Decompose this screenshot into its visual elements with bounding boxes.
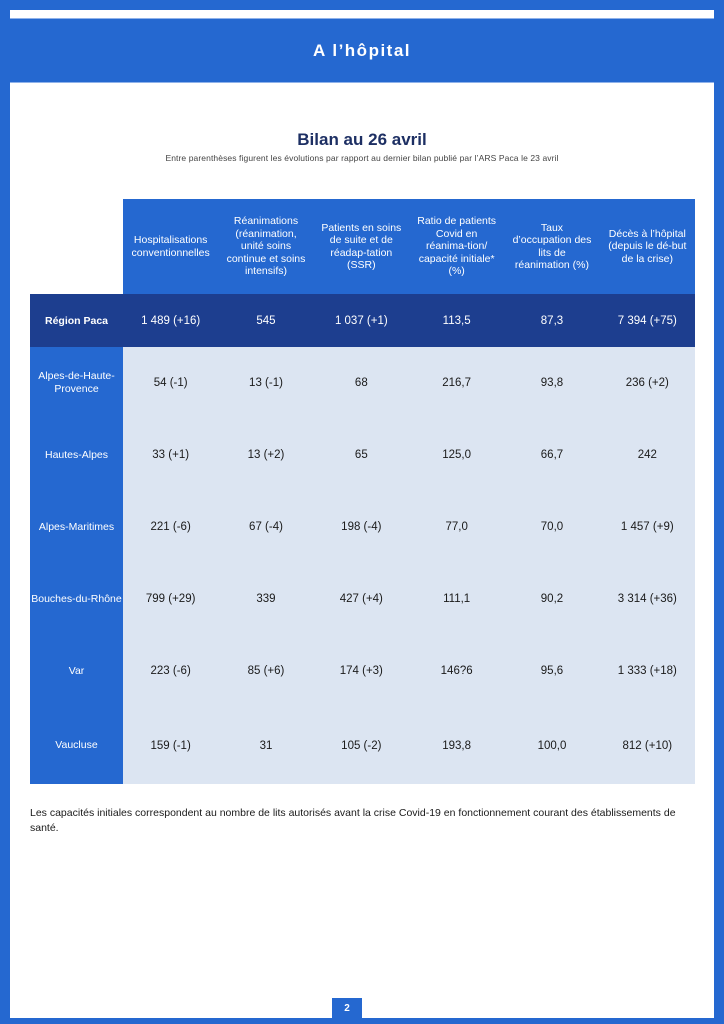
row-label: Vaucluse — [55, 739, 98, 751]
table-cell: 242 — [637, 449, 657, 461]
column-header-ssr: Patients en soins de suite et de réadap-tation (SSR) — [321, 221, 402, 271]
table-cell: 65 — [354, 449, 368, 461]
table-row — [30, 419, 695, 491]
page-header — [10, 18, 714, 83]
table-cell: 95,6 — [540, 665, 564, 677]
table-cell: 85 (+6) — [247, 665, 285, 677]
table-cell: 427 (+4) — [339, 593, 383, 605]
row-label: Bouches-du-Rhône — [31, 592, 122, 605]
table-row — [30, 635, 695, 707]
footnote: Les capacités initiales correspondent au nombre de lits autorisés avant la crise Covid-19 en fonctionnement courant des établissements de santé. — [30, 807, 676, 834]
table-cell: 174 (+3) — [339, 665, 383, 677]
table-cell: 339 — [256, 593, 276, 605]
table-row — [30, 491, 695, 563]
row-label: Alpes-Maritimes — [38, 520, 115, 533]
table-row-region — [30, 294, 695, 347]
table-cell: 31 — [259, 739, 273, 752]
column-header-reanimations: Réanimations (réanimation, unité soins continue et soins intensifs) — [226, 215, 306, 278]
table-cell: 93,8 — [540, 377, 564, 389]
row-label: Var — [68, 664, 85, 677]
column-header-ratio: Ratio de patients Covid en réanima-tion/ capacité initiale* (%) — [417, 215, 497, 278]
table-cell: 3 314 (+36) — [617, 593, 677, 605]
table-header-row — [123, 199, 695, 294]
table-cell: 13 (-1) — [249, 377, 283, 389]
table-cell: 113,5 — [442, 314, 471, 327]
table-cell: 66,7 — [540, 449, 564, 461]
table-cell: 1 037 (+1) — [334, 314, 388, 327]
column-header-deces: Décès à l’hôpital (depuis le dé-but de la crise) — [608, 227, 687, 265]
table-cell: 111,1 — [443, 593, 471, 605]
table-cell: 1 489 (+16) — [141, 314, 201, 327]
column-header-hospitalisations: Hospitalisations conventionnelles — [131, 234, 210, 259]
table-cell: 67 (-4) — [249, 521, 283, 533]
report-subtitle: Entre parenthèses figurent les évolutions par rapport au dernier bilan publié par l’ARS Paca le 23 avril — [165, 153, 559, 163]
table-cell: 236 (+2) — [625, 377, 669, 389]
table-row — [30, 347, 695, 419]
table-cell: 70,0 — [540, 521, 564, 533]
row-label: Région Paca — [44, 314, 109, 327]
table-cell: 221 (-6) — [150, 521, 191, 533]
table-cell: 1 333 (+18) — [617, 665, 677, 677]
table-cell: 7 394 (+75) — [617, 314, 677, 327]
table-cell: 90,2 — [540, 593, 564, 605]
page-number: 2 — [332, 998, 362, 1018]
table-cell: 54 (-1) — [153, 377, 188, 389]
row-label: Hautes-Alpes — [44, 448, 109, 461]
table-cell: 33 (+1) — [152, 449, 190, 461]
report-title: Bilan au 26 avril — [297, 130, 427, 149]
table-row — [30, 707, 695, 784]
table-cell: 812 (+10) — [622, 739, 673, 752]
table-cell: 125,0 — [442, 449, 472, 461]
table-cell: 146?6 — [440, 665, 473, 677]
table-cell: 77,0 — [445, 521, 468, 533]
table-cell: 68 — [354, 377, 368, 389]
table-cell: 223 (-6) — [150, 665, 191, 677]
column-header-taux-occupation: Taux d’occupation des lits de réanimation (%) — [512, 221, 592, 271]
table-cell: 216,7 — [442, 377, 472, 389]
table-cell: 100,0 — [537, 739, 567, 752]
page-header-title: A l’hôpital — [312, 40, 412, 60]
table-cell: 87,3 — [540, 314, 564, 327]
table-cell: 1 457 (+9) — [620, 521, 674, 533]
table-cell: 799 (+29) — [145, 593, 196, 605]
table-cell: 545 — [256, 314, 276, 327]
table-cell: 13 (+2) — [247, 449, 285, 461]
table-cell: 198 (-4) — [341, 521, 382, 533]
row-label: Alpes-de-Haute-Provence — [38, 370, 115, 395]
table-row — [30, 563, 695, 635]
table-cell: 159 (-1) — [150, 739, 191, 752]
table-cell: 193,8 — [442, 739, 472, 752]
table-cell: 105 (-2) — [341, 739, 382, 752]
